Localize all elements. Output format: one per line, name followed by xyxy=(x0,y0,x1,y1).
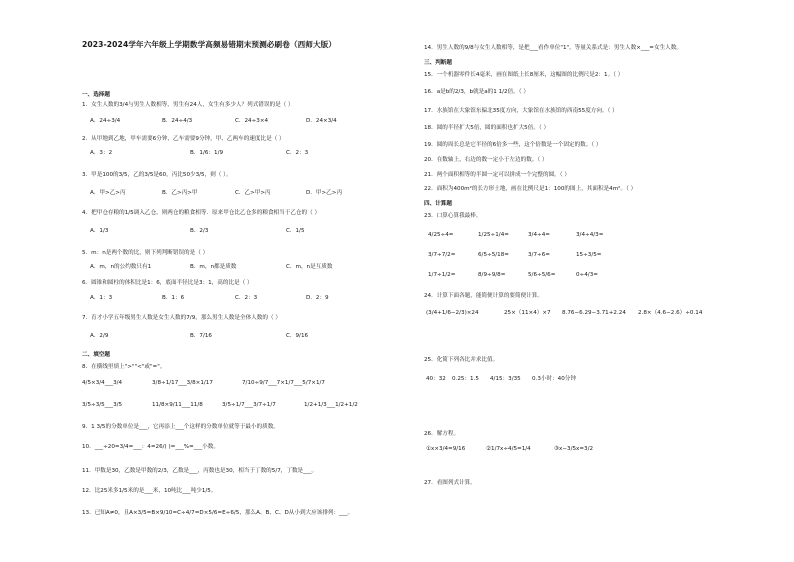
section-fill: 二、填空题 xyxy=(82,352,110,358)
q24-item: (3/4+1/6−2/3)×24 xyxy=(426,310,479,316)
q24-item: 8.76−6.29−3.71+2.24 xyxy=(562,310,626,316)
q23-item: 0÷4/3= xyxy=(576,272,598,278)
question-8: 8．在横线里填上">""<"或"="。 xyxy=(82,364,166,370)
q8-item: 1/2+1/3___1/2+1/2 xyxy=(304,402,358,408)
question-18: 18．圆的半径扩大5倍，圆的面积也扩大5倍。（ ） xyxy=(424,125,550,131)
q25-item: 0.3小时：40分钟 xyxy=(532,376,576,382)
q23-item: 3/4÷4/3= xyxy=(576,232,604,238)
question-27: 27．看图列式计算。 xyxy=(424,480,476,486)
q23-item: 1/25÷1/4= xyxy=(478,232,509,238)
q6-option-b: B．1：6 xyxy=(162,295,185,301)
q4-option-a: A．1/3 xyxy=(90,228,109,234)
q8-item: 4/5×3/4___3/4 xyxy=(82,380,123,386)
q23-item: 3/4÷4= xyxy=(528,232,550,238)
q1-option-a: A．24÷3/4 xyxy=(90,118,121,124)
q23-item: 5/6÷5/6= xyxy=(528,272,556,278)
question-21: 21．两个面积相等的半圆一定可以拼成一个完整的圆。（ ） xyxy=(424,172,570,178)
question-13: 13．已知A≠0，且A×3/5=B×9/10=C÷4/7=D×5/6=E÷6/5，那么A、B、C、D从小到大应该排列：___。 xyxy=(82,510,354,516)
q23-item: 3/7÷6= xyxy=(528,252,550,258)
q5-option-a: A．m，n的公约数只有1 xyxy=(90,264,152,270)
q23-item: 4/25÷4= xyxy=(428,232,454,238)
q8-item: 7/10÷9/7___7×1/7___5/7×1/7 xyxy=(242,380,325,386)
q23-item: 1/7÷1/2= xyxy=(428,272,456,278)
q26-item: ①x×3/4=9/16 xyxy=(426,446,466,452)
question-9: 9．1 3/5的分数单位是___，它再添上___个这样的分数单位就等于最小的质数。 xyxy=(82,424,279,430)
q26-item: ②1/7x÷4/5=1/4 xyxy=(486,446,531,452)
section-choice: 一、选择题 xyxy=(82,92,110,98)
q8-item: 3/5÷1/7___3/7÷1/7 xyxy=(222,402,276,408)
question-4: 4．把甲仓存粮的1/5调入乙仓，则两仓的粮食相等．原来甲仓比乙仓多的粮食相当于乙仓的（ ） xyxy=(82,210,321,216)
q6-option-c: C．2：3 xyxy=(235,295,258,301)
q3-option-b: B．乙>丙>甲 xyxy=(162,190,198,196)
section-calc: 四、计算题 xyxy=(424,201,452,207)
question-12: 12．比25米多1/5米的是___米，10吨比___吨少1/5。 xyxy=(82,488,217,494)
q1-option-b: B．24÷4/3 xyxy=(162,118,193,124)
q24-item: 25×（11×4）×7 xyxy=(504,310,551,316)
question-25: 25．化简下列各比并求比值。 xyxy=(424,357,499,363)
q2-option-a: A．3：2 xyxy=(90,150,113,156)
q25-item: 0.25：1.5 xyxy=(452,376,479,382)
q23-item: 15÷3/5= xyxy=(576,252,602,258)
question-24: 24．计算下面各题，能简便计算的要简便计算。 xyxy=(424,293,543,299)
question-26: 26．解方程。 xyxy=(424,431,460,437)
q5-option-c: C．m，n是互质数 xyxy=(286,264,333,270)
question-7: 7．育才小学五年级男生人数是女生人数的7/9，那么男生人数是全体人数的（ ） xyxy=(82,315,281,321)
q23-item: 8/9÷9/8= xyxy=(478,272,506,278)
q3-option-a: A．甲>乙>丙 xyxy=(90,190,126,196)
q25-item: 4/15：3/35 xyxy=(490,376,521,382)
question-14: 14．男生人数的9/8与女生人数相等，是把___看作单位"1"，等量关系式是：男生人数×___=女生人数。 xyxy=(424,45,682,51)
q7-option-c: C．9/16 xyxy=(286,333,309,339)
q23-item: 3/7÷7/2= xyxy=(428,252,456,258)
q26-item: ③x−3/5x=3/2 xyxy=(554,446,594,452)
question-22: 22．面积为400m²的长方形土地，画在比例尺是1：100的图上，其面积是4m²。（ ） xyxy=(424,186,637,192)
q4-option-c: C．1/5 xyxy=(286,228,305,234)
q25-item: 40：32 xyxy=(426,376,446,382)
q5-option-b: B．m，n都是质数 xyxy=(190,264,237,270)
question-10: 10．___÷20=3/4=___：4=26/( )=___%=___小数。 xyxy=(82,444,219,450)
q2-option-c: C．2：3 xyxy=(286,150,309,156)
question-1: 1．女生人数的3/4与男生人数相等，男生有24人，女生有多少人？列式错误的是（ ） xyxy=(82,102,294,108)
q3-option-c: C．乙>甲>丙 xyxy=(235,190,271,196)
question-3: 3．甲是100的3/5，乙的3/5是60，丙比50少3/5，则（ ）。 xyxy=(82,172,232,178)
q8-item: 3/5÷3/5___3/5 xyxy=(82,402,123,408)
q8-item: 11/8×9/11___11/8 xyxy=(152,402,203,408)
question-2: 2．从甲地到乙地，甲车需要6分钟，乙车需要9分钟，甲、乙两车的速度比是（ ） xyxy=(82,136,285,142)
q1-option-c: C．24÷3×4 xyxy=(235,118,269,124)
q6-option-a: A．1：3 xyxy=(90,295,113,301)
section-judge: 三、判断题 xyxy=(424,60,452,66)
question-23: 23．口算心算我最棒。 xyxy=(424,213,482,219)
question-17: 17．水族馆在大象馆东偏北35度方向，大象馆在水族馆的西南55度方向。（ ） xyxy=(424,108,618,114)
q23-item: 6/5÷5/18= xyxy=(478,252,509,258)
q2-option-b: B．1/6：1/9 xyxy=(190,150,224,156)
q7-option-a: A．2/9 xyxy=(90,333,109,339)
question-16: 16．a是b的2/3，b就是a的1 1/2倍。（ ） xyxy=(424,89,529,95)
question-6: 6．圆锥和圆柱的体积比是1：6，底面半径比是3：1，高的比是（ ） xyxy=(82,280,253,286)
q7-option-b: B．7/16 xyxy=(190,333,212,339)
q8-item: 3/8÷1/17___3/8×1/17 xyxy=(152,380,213,386)
q3-option-d: D．甲>乙>丙 xyxy=(306,190,343,196)
question-11: 11．甲数是30，乙数是甲数的2/3，乙数是___，丙数也是30，相当于丁数的5/7，丁数是___。 xyxy=(82,468,318,474)
question-5: 5．m：n是两个数的比，则下列判断错误的是（ ） xyxy=(82,250,209,256)
q24-item: 2.8×（4.6−2.6）÷0.14 xyxy=(638,310,703,316)
page-title: 2023-2024学年六年级上学期数学高频易错期末预测必刷卷（西师大版） xyxy=(82,40,337,49)
q6-option-d: D．2：9 xyxy=(306,295,329,301)
question-19: 19．圆的周长总是它半径的6倍多一些，这个倍数是一个固定的数。（ ） xyxy=(424,142,602,148)
q4-option-b: B．2/3 xyxy=(190,228,209,234)
q1-option-d: D．24×3/4 xyxy=(306,118,337,124)
question-20: 20．在数轴上，右边的数一定小于左边的数。（ ） xyxy=(424,157,548,163)
question-15: 15．一个机器零件长4毫米，画在图纸上长8厘米，这幅图的比例尺是2：1。（ ） xyxy=(424,72,624,78)
